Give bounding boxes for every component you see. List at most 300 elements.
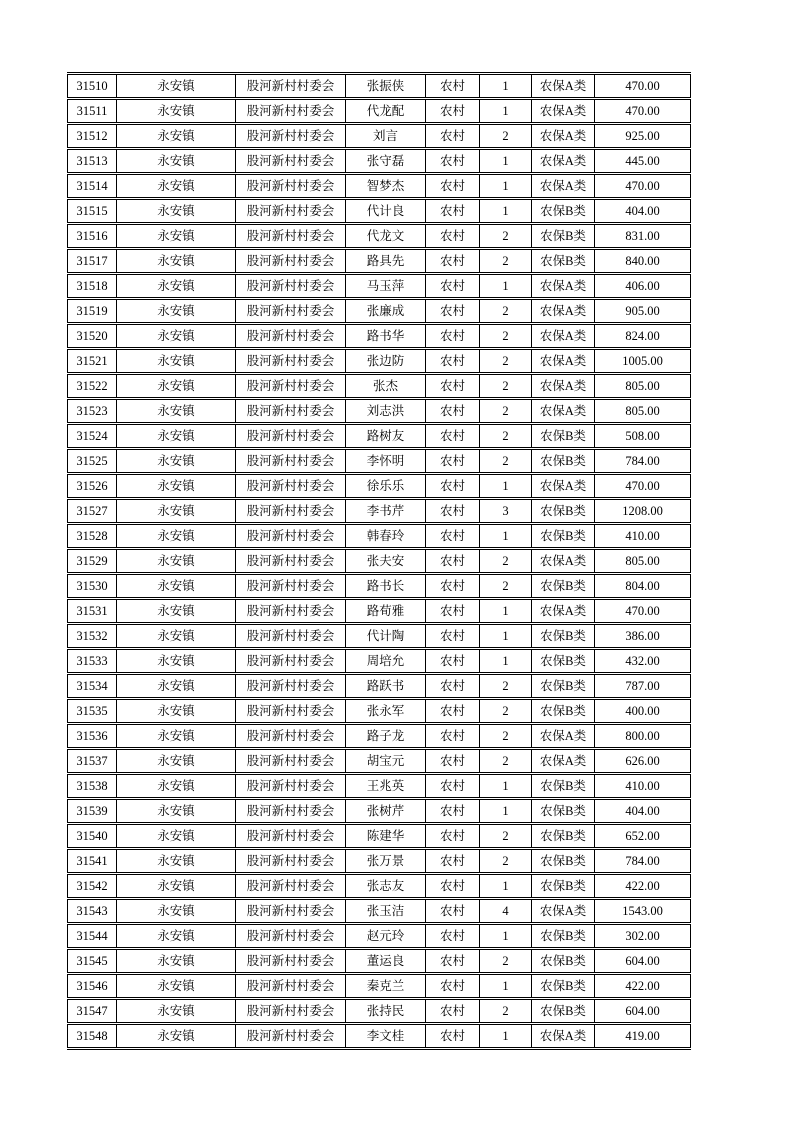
record-id-cell: 31548 <box>68 1024 117 1049</box>
record-id-cell: 31511 <box>68 99 117 124</box>
person-name-cell: 路跃书 <box>346 674 426 699</box>
village-committee-cell: 股河新村村委会 <box>236 499 346 524</box>
person-name-cell: 代计良 <box>346 199 426 224</box>
village-committee-cell: 股河新村村委会 <box>236 824 346 849</box>
town-cell: 永安镇 <box>117 149 236 174</box>
person-count-cell: 4 <box>480 899 532 924</box>
person-count-cell: 1 <box>480 149 532 174</box>
town-cell: 永安镇 <box>117 574 236 599</box>
person-name-cell: 路书华 <box>346 324 426 349</box>
village-committee-cell: 股河新村村委会 <box>236 249 346 274</box>
person-count-cell: 2 <box>480 424 532 449</box>
table-row <box>68 374 691 399</box>
village-committee-cell: 股河新村村委会 <box>236 399 346 424</box>
town-cell: 永安镇 <box>117 99 236 124</box>
amount-cell: 508.00 <box>595 424 691 449</box>
person-name-cell: 张持民 <box>346 999 426 1024</box>
village-committee-cell: 股河新村村委会 <box>236 124 346 149</box>
table-row <box>68 199 691 224</box>
village-committee-cell: 股河新村村委会 <box>236 999 346 1024</box>
town-cell: 永安镇 <box>117 1024 236 1049</box>
record-id-cell: 31515 <box>68 199 117 224</box>
record-id-cell: 31534 <box>68 674 117 699</box>
residence-type-cell: 农村 <box>426 599 480 624</box>
village-committee-cell: 股河新村村委会 <box>236 74 346 99</box>
residence-type-cell: 农村 <box>426 649 480 674</box>
town-cell: 永安镇 <box>117 649 236 674</box>
person-name-cell: 路树友 <box>346 424 426 449</box>
table-row <box>68 599 691 624</box>
village-committee-cell: 股河新村村委会 <box>236 324 346 349</box>
village-committee-cell: 股河新村村委会 <box>236 349 346 374</box>
table-row <box>68 749 691 774</box>
town-cell: 永安镇 <box>117 749 236 774</box>
record-id-cell: 31547 <box>68 999 117 1024</box>
town-cell: 永安镇 <box>117 624 236 649</box>
town-cell: 永安镇 <box>117 599 236 624</box>
record-id-cell: 31516 <box>68 224 117 249</box>
village-committee-cell: 股河新村村委会 <box>236 699 346 724</box>
amount-cell: 800.00 <box>595 724 691 749</box>
record-id-cell: 31522 <box>68 374 117 399</box>
amount-cell: 419.00 <box>595 1024 691 1049</box>
record-id-cell: 31527 <box>68 499 117 524</box>
insurance-category-cell: 农保A类 <box>532 1024 595 1049</box>
person-count-cell: 2 <box>480 824 532 849</box>
table-row <box>68 824 691 849</box>
amount-cell: 470.00 <box>595 174 691 199</box>
amount-cell: 604.00 <box>595 949 691 974</box>
town-cell: 永安镇 <box>117 249 236 274</box>
person-count-cell: 1 <box>480 524 532 549</box>
amount-cell: 626.00 <box>595 749 691 774</box>
residence-type-cell: 农村 <box>426 99 480 124</box>
residence-type-cell: 农村 <box>426 724 480 749</box>
amount-cell: 925.00 <box>595 124 691 149</box>
person-name-cell: 赵元玲 <box>346 924 426 949</box>
village-committee-cell: 股河新村村委会 <box>236 224 346 249</box>
record-id-cell: 31514 <box>68 174 117 199</box>
town-cell: 永安镇 <box>117 74 236 99</box>
person-name-cell: 胡宝元 <box>346 749 426 774</box>
insurance-category-cell: 农保A类 <box>532 899 595 924</box>
amount-cell: 1543.00 <box>595 899 691 924</box>
village-committee-cell: 股河新村村委会 <box>236 1024 346 1049</box>
person-count-cell: 1 <box>480 474 532 499</box>
record-id-cell: 31538 <box>68 774 117 799</box>
insurance-category-cell: 农保A类 <box>532 399 595 424</box>
record-id-cell: 31530 <box>68 574 117 599</box>
table-row <box>68 299 691 324</box>
amount-cell: 410.00 <box>595 774 691 799</box>
amount-cell: 470.00 <box>595 74 691 99</box>
person-name-cell: 张万景 <box>346 849 426 874</box>
amount-cell: 831.00 <box>595 224 691 249</box>
person-name-cell: 李怀明 <box>346 449 426 474</box>
person-name-cell: 张杰 <box>346 374 426 399</box>
insurance-category-cell: 农保B类 <box>532 799 595 824</box>
amount-cell: 422.00 <box>595 874 691 899</box>
insurance-category-cell: 农保B类 <box>532 199 595 224</box>
town-cell: 永安镇 <box>117 549 236 574</box>
table-row <box>68 74 691 99</box>
residence-type-cell: 农村 <box>426 499 480 524</box>
person-name-cell: 张夫安 <box>346 549 426 574</box>
record-id-cell: 31520 <box>68 324 117 349</box>
insurance-category-cell: 农保B类 <box>532 824 595 849</box>
town-cell: 永安镇 <box>117 849 236 874</box>
residence-type-cell: 农村 <box>426 699 480 724</box>
insurance-category-cell: 农保B类 <box>532 499 595 524</box>
amount-cell: 784.00 <box>595 849 691 874</box>
person-name-cell: 路荀雅 <box>346 599 426 624</box>
residence-type-cell: 农村 <box>426 74 480 99</box>
table-row <box>68 849 691 874</box>
residence-type-cell: 农村 <box>426 624 480 649</box>
village-committee-cell: 股河新村村委会 <box>236 99 346 124</box>
record-id-cell: 31523 <box>68 399 117 424</box>
insurance-category-cell: 农保A类 <box>532 274 595 299</box>
person-count-cell: 2 <box>480 724 532 749</box>
village-committee-cell: 股河新村村委会 <box>236 974 346 999</box>
table-row <box>68 224 691 249</box>
amount-cell: 400.00 <box>595 699 691 724</box>
insurance-category-cell: 农保A类 <box>532 474 595 499</box>
record-id-cell: 31542 <box>68 874 117 899</box>
amount-cell: 787.00 <box>595 674 691 699</box>
village-committee-cell: 股河新村村委会 <box>236 724 346 749</box>
person-count-cell: 2 <box>480 674 532 699</box>
village-committee-cell: 股河新村村委会 <box>236 624 346 649</box>
record-id-cell: 31545 <box>68 949 117 974</box>
record-id-cell: 31513 <box>68 149 117 174</box>
town-cell: 永安镇 <box>117 224 236 249</box>
table-body <box>68 74 691 1049</box>
town-cell: 永安镇 <box>117 424 236 449</box>
amount-cell: 432.00 <box>595 649 691 674</box>
person-count-cell: 2 <box>480 849 532 874</box>
village-committee-cell: 股河新村村委会 <box>236 874 346 899</box>
person-name-cell: 张树芹 <box>346 799 426 824</box>
residence-type-cell: 农村 <box>426 224 480 249</box>
person-name-cell: 李书芹 <box>346 499 426 524</box>
insurance-category-cell: 农保B类 <box>532 574 595 599</box>
residence-type-cell: 农村 <box>426 849 480 874</box>
insurance-category-cell: 农保B类 <box>532 924 595 949</box>
village-committee-cell: 股河新村村委会 <box>236 924 346 949</box>
town-cell: 永安镇 <box>117 299 236 324</box>
amount-cell: 840.00 <box>595 249 691 274</box>
village-committee-cell: 股河新村村委会 <box>236 549 346 574</box>
residence-type-cell: 农村 <box>426 149 480 174</box>
town-cell: 永安镇 <box>117 499 236 524</box>
town-cell: 永安镇 <box>117 524 236 549</box>
amount-cell: 406.00 <box>595 274 691 299</box>
person-name-cell: 代龙文 <box>346 224 426 249</box>
record-id-cell: 31544 <box>68 924 117 949</box>
table-row <box>68 649 691 674</box>
person-count-cell: 2 <box>480 299 532 324</box>
village-committee-cell: 股河新村村委会 <box>236 374 346 399</box>
person-name-cell: 张玉洁 <box>346 899 426 924</box>
town-cell: 永安镇 <box>117 324 236 349</box>
insurance-category-cell: 农保B类 <box>532 849 595 874</box>
insurance-category-cell: 农保B类 <box>532 699 595 724</box>
residence-type-cell: 农村 <box>426 349 480 374</box>
table-row <box>68 549 691 574</box>
village-committee-cell: 股河新村村委会 <box>236 149 346 174</box>
record-id-cell: 31524 <box>68 424 117 449</box>
record-id-cell: 31517 <box>68 249 117 274</box>
person-name-cell: 张廉成 <box>346 299 426 324</box>
residence-type-cell: 农村 <box>426 324 480 349</box>
person-name-cell: 张边防 <box>346 349 426 374</box>
residence-type-cell: 农村 <box>426 1024 480 1049</box>
person-name-cell: 刘言 <box>346 124 426 149</box>
table-row <box>68 624 691 649</box>
person-count-cell: 1 <box>480 99 532 124</box>
residence-type-cell: 农村 <box>426 199 480 224</box>
record-id-cell: 31533 <box>68 649 117 674</box>
insurance-category-cell: 农保B类 <box>532 249 595 274</box>
insurance-category-cell: 农保B类 <box>532 674 595 699</box>
residence-type-cell: 农村 <box>426 799 480 824</box>
person-count-cell: 2 <box>480 449 532 474</box>
person-count-cell: 1 <box>480 199 532 224</box>
person-count-cell: 2 <box>480 349 532 374</box>
person-name-cell: 周培允 <box>346 649 426 674</box>
record-id-cell: 31512 <box>68 124 117 149</box>
table-row <box>68 324 691 349</box>
village-committee-cell: 股河新村村委会 <box>236 474 346 499</box>
residence-type-cell: 农村 <box>426 274 480 299</box>
table-row <box>68 149 691 174</box>
person-name-cell: 路子龙 <box>346 724 426 749</box>
residence-type-cell: 农村 <box>426 174 480 199</box>
insurance-category-cell: 农保A类 <box>532 599 595 624</box>
record-id-cell: 31537 <box>68 749 117 774</box>
person-name-cell: 韩春玲 <box>346 524 426 549</box>
town-cell: 永安镇 <box>117 974 236 999</box>
person-name-cell: 秦克兰 <box>346 974 426 999</box>
town-cell: 永安镇 <box>117 899 236 924</box>
residence-type-cell: 农村 <box>426 424 480 449</box>
record-id-cell: 31518 <box>68 274 117 299</box>
amount-cell: 652.00 <box>595 824 691 849</box>
residence-type-cell: 农村 <box>426 899 480 924</box>
amount-cell: 422.00 <box>595 974 691 999</box>
person-name-cell: 智梦杰 <box>346 174 426 199</box>
person-count-cell: 2 <box>480 399 532 424</box>
record-id-cell: 31539 <box>68 799 117 824</box>
amount-cell: 302.00 <box>595 924 691 949</box>
town-cell: 永安镇 <box>117 199 236 224</box>
town-cell: 永安镇 <box>117 399 236 424</box>
amount-cell: 470.00 <box>595 474 691 499</box>
insurance-category-cell: 农保A类 <box>532 374 595 399</box>
person-name-cell: 张志友 <box>346 874 426 899</box>
record-id-cell: 31519 <box>68 299 117 324</box>
record-id-cell: 31531 <box>68 599 117 624</box>
residence-type-cell: 农村 <box>426 449 480 474</box>
table-row <box>68 574 691 599</box>
amount-cell: 445.00 <box>595 149 691 174</box>
insurance-category-cell: 农保A类 <box>532 324 595 349</box>
residence-type-cell: 农村 <box>426 549 480 574</box>
village-committee-cell: 股河新村村委会 <box>236 949 346 974</box>
amount-cell: 386.00 <box>595 624 691 649</box>
village-committee-cell: 股河新村村委会 <box>236 899 346 924</box>
record-id-cell: 31529 <box>68 549 117 574</box>
person-name-cell: 张振侠 <box>346 74 426 99</box>
table-row <box>68 399 691 424</box>
amount-cell: 804.00 <box>595 574 691 599</box>
table-row <box>68 899 691 924</box>
village-committee-cell: 股河新村村委会 <box>236 449 346 474</box>
insurance-category-cell: 农保B类 <box>532 624 595 649</box>
insurance-category-cell: 农保B类 <box>532 424 595 449</box>
person-name-cell: 刘志洪 <box>346 399 426 424</box>
amount-cell: 604.00 <box>595 999 691 1024</box>
village-committee-cell: 股河新村村委会 <box>236 574 346 599</box>
person-count-cell: 1 <box>480 774 532 799</box>
person-name-cell: 李文桂 <box>346 1024 426 1049</box>
insurance-category-cell: 农保A类 <box>532 149 595 174</box>
insurance-category-cell: 农保B类 <box>532 224 595 249</box>
amount-cell: 404.00 <box>595 799 691 824</box>
record-id-cell: 31541 <box>68 849 117 874</box>
residence-type-cell: 农村 <box>426 674 480 699</box>
record-id-cell: 31521 <box>68 349 117 374</box>
person-count-cell: 2 <box>480 949 532 974</box>
town-cell: 永安镇 <box>117 699 236 724</box>
person-count-cell: 2 <box>480 124 532 149</box>
village-committee-cell: 股河新村村委会 <box>236 424 346 449</box>
town-cell: 永安镇 <box>117 174 236 199</box>
person-count-cell: 1 <box>480 924 532 949</box>
person-count-cell: 2 <box>480 699 532 724</box>
village-committee-cell: 股河新村村委会 <box>236 674 346 699</box>
amount-cell: 824.00 <box>595 324 691 349</box>
table-row <box>68 799 691 824</box>
insurance-category-cell: 农保A类 <box>532 124 595 149</box>
record-id-cell: 31510 <box>68 74 117 99</box>
person-count-cell: 1 <box>480 599 532 624</box>
person-count-cell: 1 <box>480 799 532 824</box>
residence-type-cell: 农村 <box>426 949 480 974</box>
person-count-cell: 2 <box>480 374 532 399</box>
table-row <box>68 1024 691 1049</box>
amount-cell: 805.00 <box>595 549 691 574</box>
table-row <box>68 424 691 449</box>
table-row <box>68 274 691 299</box>
table-row <box>68 774 691 799</box>
person-name-cell: 路具先 <box>346 249 426 274</box>
table-row <box>68 674 691 699</box>
town-cell: 永安镇 <box>117 474 236 499</box>
record-id-cell: 31525 <box>68 449 117 474</box>
town-cell: 永安镇 <box>117 924 236 949</box>
person-name-cell: 董运良 <box>346 949 426 974</box>
town-cell: 永安镇 <box>117 274 236 299</box>
residence-type-cell: 农村 <box>426 124 480 149</box>
table-row <box>68 724 691 749</box>
residence-type-cell: 农村 <box>426 924 480 949</box>
amount-cell: 410.00 <box>595 524 691 549</box>
town-cell: 永安镇 <box>117 374 236 399</box>
amount-cell: 1005.00 <box>595 349 691 374</box>
town-cell: 永安镇 <box>117 999 236 1024</box>
person-count-cell: 1 <box>480 874 532 899</box>
village-committee-cell: 股河新村村委会 <box>236 274 346 299</box>
table-row <box>68 99 691 124</box>
person-count-cell: 2 <box>480 224 532 249</box>
village-committee-cell: 股河新村村委会 <box>236 649 346 674</box>
person-name-cell: 徐乐乐 <box>346 474 426 499</box>
residence-type-cell: 农村 <box>426 824 480 849</box>
person-count-cell: 2 <box>480 999 532 1024</box>
town-cell: 永安镇 <box>117 799 236 824</box>
residence-type-cell: 农村 <box>426 249 480 274</box>
person-name-cell: 王兆英 <box>346 774 426 799</box>
table-row <box>68 974 691 999</box>
village-committee-cell: 股河新村村委会 <box>236 174 346 199</box>
table-row <box>68 174 691 199</box>
village-committee-cell: 股河新村村委会 <box>236 749 346 774</box>
table-row <box>68 524 691 549</box>
village-committee-cell: 股河新村村委会 <box>236 799 346 824</box>
record-id-cell: 31536 <box>68 724 117 749</box>
table-row <box>68 699 691 724</box>
person-count-cell: 2 <box>480 249 532 274</box>
record-id-cell: 31528 <box>68 524 117 549</box>
table-row <box>68 874 691 899</box>
person-name-cell: 路书长 <box>346 574 426 599</box>
town-cell: 永安镇 <box>117 124 236 149</box>
record-id-cell: 31526 <box>68 474 117 499</box>
village-committee-cell: 股河新村村委会 <box>236 774 346 799</box>
town-cell: 永安镇 <box>117 949 236 974</box>
table-row <box>68 924 691 949</box>
record-id-cell: 31535 <box>68 699 117 724</box>
insurance-category-cell: 农保B类 <box>532 974 595 999</box>
residence-type-cell: 农村 <box>426 299 480 324</box>
village-committee-cell: 股河新村村委会 <box>236 299 346 324</box>
record-id-cell: 31532 <box>68 624 117 649</box>
table-row <box>68 249 691 274</box>
village-committee-cell: 股河新村村委会 <box>236 849 346 874</box>
insurance-category-cell: 农保B类 <box>532 774 595 799</box>
insurance-category-cell: 农保A类 <box>532 174 595 199</box>
town-cell: 永安镇 <box>117 874 236 899</box>
village-committee-cell: 股河新村村委会 <box>236 599 346 624</box>
person-count-cell: 2 <box>480 549 532 574</box>
person-count-cell: 1 <box>480 274 532 299</box>
insurance-category-cell: 农保B类 <box>532 874 595 899</box>
residence-type-cell: 农村 <box>426 474 480 499</box>
insurance-category-cell: 农保A类 <box>532 74 595 99</box>
amount-cell: 905.00 <box>595 299 691 324</box>
residence-type-cell: 农村 <box>426 874 480 899</box>
insurance-category-cell: 农保B类 <box>532 949 595 974</box>
person-name-cell: 马玉萍 <box>346 274 426 299</box>
insurance-category-cell: 农保A类 <box>532 724 595 749</box>
person-count-cell: 1 <box>480 174 532 199</box>
table-row <box>68 349 691 374</box>
person-name-cell: 代计陶 <box>346 624 426 649</box>
person-count-cell: 1 <box>480 74 532 99</box>
insurance-category-cell: 农保A类 <box>532 749 595 774</box>
